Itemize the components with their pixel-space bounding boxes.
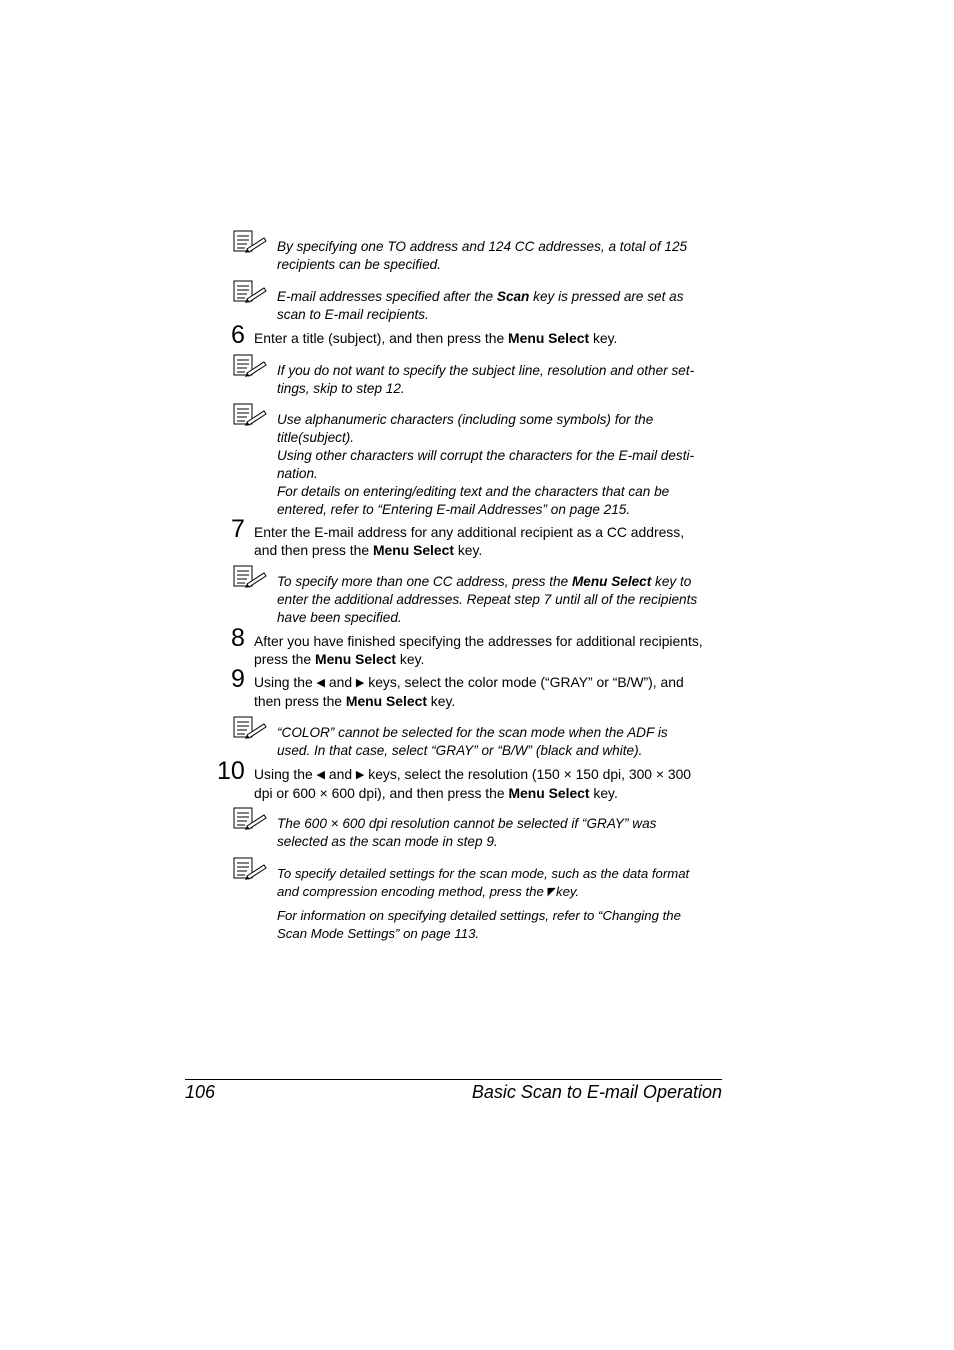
- step-number: 6: [231, 321, 245, 349]
- menu-select-key: Menu Select: [508, 784, 590, 801]
- note-line: Use alphanumeric characters (including some symbols) for the: [277, 412, 654, 427]
- scan-key: Scan: [496, 289, 530, 304]
- note-pencil-icon: [233, 857, 267, 881]
- note-line: E-mail addresses specified after the Scan key is pressed are set as: [277, 289, 684, 304]
- note-line: entered, refer to “Entering E-mail Addresses” on page 215.: [277, 502, 631, 517]
- note-line: By specifying one TO address and 124 CC addresses, a total of 125: [277, 239, 688, 254]
- step-number: 7: [231, 515, 245, 543]
- note-line: “COLOR” cannot be selected for the scan mode when the ADF is: [277, 725, 668, 740]
- note-line: For information on specifying detailed settings, refer to “Changing the: [277, 908, 681, 923]
- note-line: recipients can be specified.: [277, 257, 441, 272]
- step-6-text: Enter a title (subject), and then press the Menu Select key.: [254, 330, 618, 346]
- note-line: If you do not want to specify the subject line, resolution and other set-: [277, 363, 695, 378]
- note-line: enter the additional addresses. Repeat step 7 until all of the recipients: [277, 592, 698, 607]
- note-line: To specify detailed settings for the scan mode, such as the data format: [277, 866, 690, 881]
- note-line: selected as the scan mode in step 9.: [277, 834, 498, 849]
- right-arrow-key-icon: ▶: [355, 677, 365, 689]
- menu-select-key: Menu Select: [372, 541, 454, 558]
- note-pencil-icon: [233, 280, 267, 304]
- menu-select-key: Menu Select: [508, 330, 590, 346]
- step-8-text: After you have finished specifying the addresses for additional recipients, press the Menu Select key.: [254, 633, 703, 667]
- note-line: and compression encoding method, press the ◤key.: [277, 884, 580, 899]
- note-pencil-icon: [233, 807, 267, 831]
- step-9-text: Using the ◀ and ▶ keys, select the color mode (“GRAY” or “B/W”), and then press the Menu Select key.: [254, 674, 684, 709]
- note-line: have been specified.: [277, 610, 402, 625]
- down-arrow-key-icon: ◤: [547, 886, 556, 898]
- menu-select-key: Menu Select: [345, 692, 427, 709]
- note-line: scan to E-mail recipients.: [277, 307, 429, 322]
- step-number: 8: [231, 624, 245, 652]
- right-arrow-key-icon: ▶: [355, 769, 365, 781]
- step-number: 10: [217, 757, 245, 785]
- left-arrow-key-icon: ◀: [316, 769, 326, 781]
- note-line: title(subject).: [277, 430, 355, 445]
- note-line: used. In that case, select “GRAY” or “B/W” (black and white).: [277, 743, 643, 758]
- note-pencil-icon: [233, 354, 267, 378]
- note-line: Using other characters will corrupt the characters for the E-mail desti-: [277, 448, 695, 463]
- footer-divider: [185, 1079, 722, 1080]
- note-line: nation.: [277, 466, 318, 481]
- note-pencil-icon: [233, 403, 267, 427]
- step-10-text: Using the ◀ and ▶ keys, select the resolution (150 × 150 dpi, 300 × 300 dpi or 600 × 600 dpi), and then press the Menu Select key.: [254, 766, 692, 801]
- step-7-text: Enter the E-mail address for any additional recipient as a CC address, and then press the Menu Select key.: [254, 524, 685, 558]
- menu-select-key: Menu Select: [315, 650, 397, 667]
- note-line: To specify more than one CC address, press the Menu Select key to: [277, 574, 692, 589]
- note-pencil-icon: [233, 565, 267, 589]
- left-arrow-key-icon: ◀: [316, 677, 326, 689]
- section-title: Basic Scan to E-mail Operation: [471, 1082, 722, 1102]
- note-pencil-icon: [233, 230, 267, 254]
- step-number: 9: [231, 665, 245, 693]
- note-line: For details on entering/editing text and the characters that can be: [277, 484, 670, 499]
- note-line: The 600 × 600 dpi resolution cannot be selected if “GRAY” was: [277, 816, 657, 831]
- note-line: tings, skip to step 12.: [277, 381, 405, 396]
- note-line: Scan Mode Settings” on page 113.: [277, 926, 480, 941]
- page-number: 106: [185, 1082, 216, 1102]
- note-pencil-icon: [233, 716, 267, 740]
- menu-select-key: Menu Select: [571, 574, 652, 589]
